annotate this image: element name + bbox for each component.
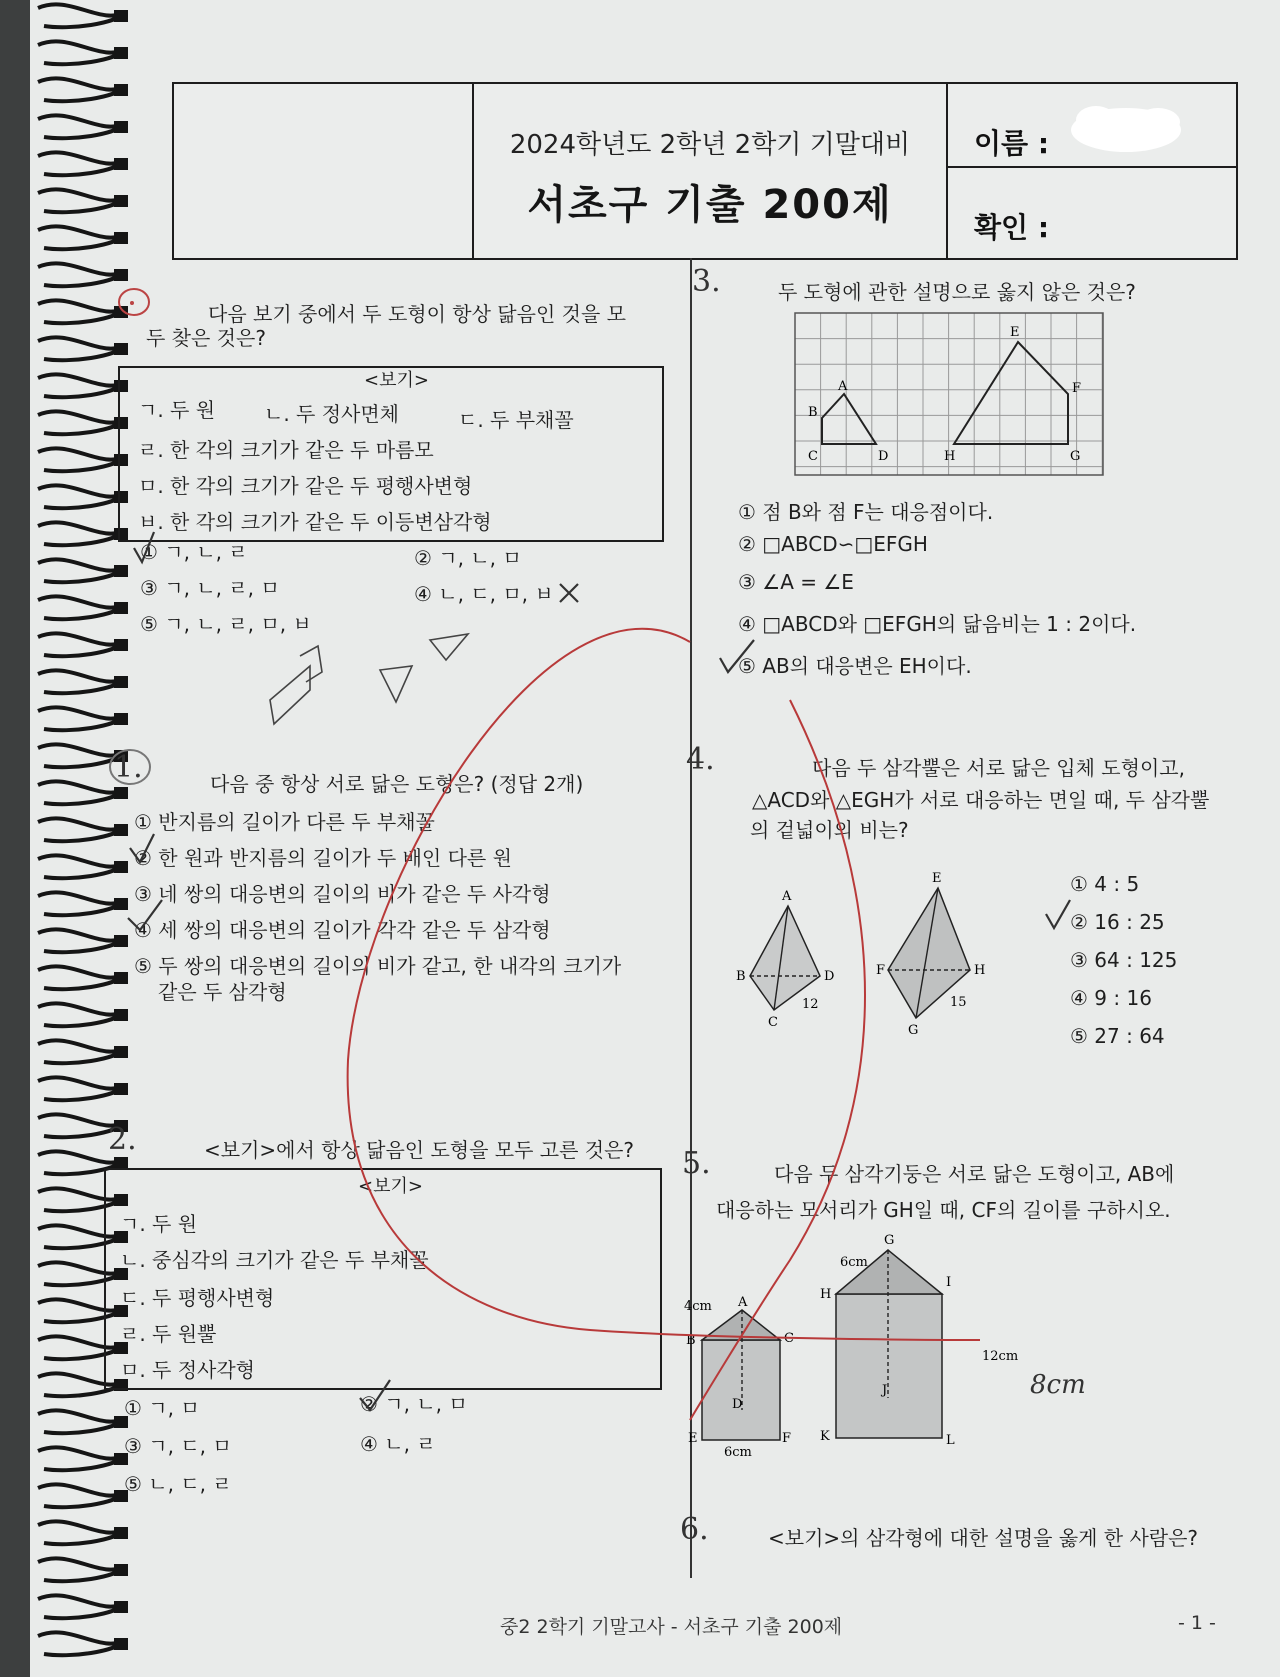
handwriting-overlay [30, 0, 1280, 1677]
q0-item: ㅂ. 한 각의 크기가 같은 두 이등변삼각형 [138, 510, 492, 534]
q4-prompt-line3: 의 겉넓이의 비는? [750, 818, 909, 842]
q0-item: ㄷ. 두 부채꼴 [458, 408, 574, 432]
q5-label-l: L [946, 1433, 955, 1448]
q5-label-f: F [782, 1431, 792, 1446]
q5-label-e: E [688, 1431, 698, 1446]
q4-option[interactable]: ④ 9 : 16 [1070, 986, 1152, 1010]
q0-option[interactable]: ① ㄱ, ㄴ, ㄹ [140, 540, 248, 564]
exam-title: 서초구 기출 200제 [527, 182, 893, 228]
q4-option[interactable]: ② 16 : 25 [1070, 910, 1165, 934]
q4-label-12: 12 [802, 997, 819, 1012]
q1-prompt: 다음 중 항상 서로 닮은 도형은? (정답 2개) [210, 772, 584, 796]
q4-label-d: D [824, 969, 835, 984]
q4-option[interactable]: ⑤ 27 : 64 [1070, 1024, 1165, 1048]
exam-sheet [30, 0, 1280, 1677]
q3-option[interactable]: ⑤ AB의 대응변은 EH이다. [738, 654, 972, 678]
q3-label-e: E [1010, 325, 1020, 340]
q5-prompt-line1: 다음 두 삼각기둥은 서로 닮은 도형이고, AB에 [774, 1162, 1175, 1186]
q5-label-j: J [882, 1383, 888, 1398]
q3-option[interactable]: ② □ABCD∽□EFGH [738, 532, 928, 556]
q0-option[interactable]: ④ ㄴ, ㄷ, ㅁ, ㅂ [414, 582, 554, 606]
q3-label-h: H [944, 449, 956, 464]
q4-label-f: F [876, 963, 886, 978]
q1-option[interactable]: ③ 네 쌍의 대응변의 길이의 비가 같은 두 사각형 [134, 882, 551, 906]
q5-label-6cm-small: 6cm [724, 1445, 752, 1460]
q5-label-b: B [686, 1333, 696, 1348]
q4-prompt-line2: △ACD와 △EGH가 서로 대응하는 면일 때, 두 삼각뿔 [752, 788, 1210, 812]
q6-number: 6. [680, 1512, 709, 1547]
page-number: - 1 - [1178, 1612, 1216, 1634]
q5-prompt-line2: 대응하는 모서리가 GH일 때, CF의 길이를 구하시오. [716, 1198, 1171, 1222]
q2-bogi-title: <보기> [358, 1176, 423, 1197]
q2-item: ㄱ. 두 원 [120, 1212, 198, 1236]
q1-option[interactable]: ① 반지름의 길이가 다른 두 부채꼴 [134, 810, 435, 834]
q5-label-a: A [738, 1295, 748, 1310]
q4-label-g: G [908, 1023, 919, 1038]
q5-label-i: I [946, 1275, 952, 1290]
q4-option[interactable]: ③ 64 : 125 [1070, 948, 1178, 972]
q5-number: 5. [682, 1146, 711, 1181]
q5-handwritten-answer: 8cm [1030, 1370, 1086, 1400]
q3-label-b: B [808, 405, 818, 420]
q0-item: ㅁ. 한 각의 크기가 같은 두 평행사변형 [138, 474, 473, 498]
q4-option[interactable]: ① 4 : 5 [1070, 872, 1140, 896]
q4-label-b: B [736, 969, 746, 984]
q0-prompt-line1: 다음 보기 중에서 두 도형이 항상 닮음인 것을 모 [208, 302, 626, 326]
q3-option[interactable]: ③ ∠A = ∠E [738, 570, 854, 594]
q2-option[interactable]: ③ ㄱ, ㄷ, ㅁ [124, 1434, 232, 1458]
q0-option[interactable]: ② ㄱ, ㄴ, ㅁ [414, 546, 522, 570]
q5-label-k: K [820, 1429, 830, 1444]
q1-number: 1. [114, 750, 143, 785]
q2-option[interactable]: ① ㄱ, ㅁ [124, 1396, 200, 1420]
exam-subtitle: 2024학년도 2학년 2학기 기말대비 [509, 130, 911, 160]
q0-bogi-title: <보기> [364, 370, 429, 391]
q2-option[interactable]: ④ ㄴ, ㄹ [360, 1432, 436, 1456]
q5-label-d: D [732, 1397, 743, 1412]
q2-prompt: <보기>에서 항상 닮음인 도형을 모두 고른 것은? [204, 1138, 635, 1162]
q4-prompt-line1: 다음 두 삼각뿔은 서로 닮은 입체 도형이고, [812, 756, 1185, 780]
q2-item: ㅁ. 두 정사각형 [120, 1358, 255, 1382]
q4-label-h: H [974, 963, 986, 978]
q3-label-f: F [1072, 381, 1082, 396]
name-label: 이름 : [974, 127, 1050, 160]
q0-item: ㄴ. 두 정사면체 [264, 402, 399, 426]
q4-label-a: A [782, 889, 792, 904]
q2-option[interactable]: ⑤ ㄴ, ㄷ, ㄹ [124, 1472, 232, 1496]
q5-label-c: C [784, 1331, 794, 1346]
q1-option[interactable]: ② 한 원과 반지름의 길이가 두 배인 다른 원 [134, 846, 512, 870]
q5-label-12cm: 12cm [982, 1349, 1019, 1364]
q4-label-c: C [768, 1015, 778, 1030]
q2-item: ㄴ. 중심각의 크기가 같은 두 부채꼴 [120, 1248, 429, 1272]
q3-label-c: C [808, 449, 818, 464]
q1-option-continued: 같은 두 삼각형 [158, 980, 287, 1004]
q0-item: ㄱ. 두 원 [138, 398, 216, 422]
q5-label-6cm-large: 6cm [840, 1255, 868, 1270]
q5-label-g: G [884, 1233, 895, 1248]
q3-number: 3. [692, 264, 721, 299]
confirm-label: 확인 : [974, 211, 1050, 244]
q3-option[interactable]: ① 점 B와 점 F는 대응점이다. [738, 500, 994, 524]
q1-option[interactable]: ⑤ 두 쌍의 대응변의 길이의 비가 같고, 한 내각의 크기가 [134, 954, 622, 978]
q3-label-g: G [1070, 449, 1081, 464]
q5-label-4cm: 4cm [684, 1299, 712, 1314]
q3-option[interactable]: ④ □ABCD와 □EFGH의 닮음비는 1 : 2이다. [738, 612, 1137, 636]
q0-item: ㄹ. 한 각의 크기가 같은 두 마름모 [138, 438, 434, 462]
q2-option[interactable]: ② ㄱ, ㄴ, ㅁ [360, 1392, 468, 1416]
footer-text: 중2 2학기 기말고사 - 서초구 기출 200제 [500, 1616, 843, 1638]
q2-item: ㄹ. 두 원뿔 [120, 1322, 217, 1346]
q5-label-h: H [820, 1287, 832, 1302]
q0-prompt-line2: 두 찾은 것은? [146, 326, 266, 350]
q0-option[interactable]: ⑤ ㄱ, ㄴ, ㄹ, ㅁ, ㅂ [140, 612, 312, 636]
q3-prompt: 두 도형에 관한 설명으로 옳지 않은 것은? [778, 280, 1136, 304]
q4-label-15: 15 [950, 995, 967, 1010]
q1-option[interactable]: ④ 세 쌍의 대응변의 길이가 각각 같은 두 삼각형 [134, 918, 551, 942]
q2-item: ㄷ. 두 평행사변형 [120, 1286, 275, 1310]
q3-label-a: A [838, 379, 848, 394]
q3-label-d: D [878, 449, 889, 464]
q2-number: 2. [108, 1122, 137, 1157]
q0-option[interactable]: ③ ㄱ, ㄴ, ㄹ, ㅁ [140, 576, 280, 600]
q6-prompt: <보기>의 삼각형에 대한 설명을 옳게 한 사람은? [768, 1526, 1199, 1550]
q4-number: 4. [686, 742, 715, 777]
q4-label-e: E [932, 871, 942, 886]
